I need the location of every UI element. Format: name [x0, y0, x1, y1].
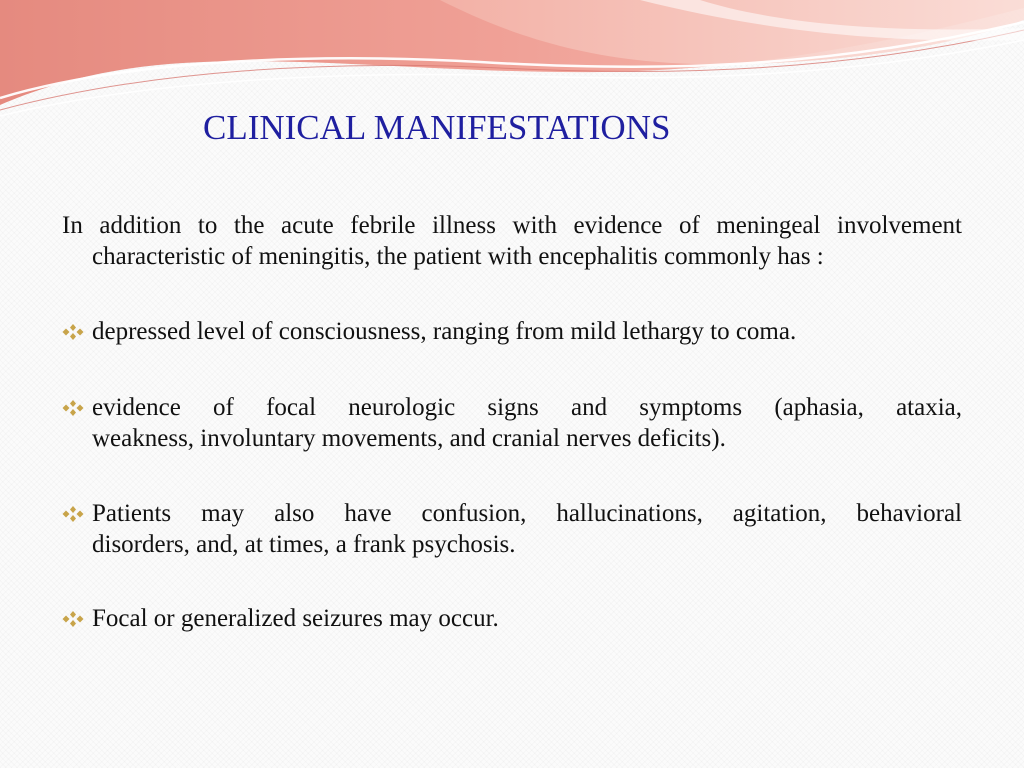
bullet-item	[62, 498, 962, 560]
slide-title: CLINICAL MANIFESTATIONS	[203, 108, 671, 147]
diamond-bullet-icon	[62, 323, 84, 341]
bullet-text	[92, 316, 962, 347]
bullet-item	[62, 392, 962, 454]
intro-line-2: characteristic of meningitis, the patient with encephalitis commonly has :	[92, 243, 824, 270]
bullet-item	[62, 316, 962, 347]
bullet-text	[92, 392, 962, 454]
diamond-bullet-icon	[62, 399, 84, 417]
intro-line-1: In addition to the acute febrile illness with evidence of meningeal involvement	[62, 212, 962, 239]
bullet-line: evidence of focal neurologic signs and symptoms (aphasia, ataxia,	[92, 394, 962, 421]
bullet-line: disorders, and, at times, a frank psychosis.	[92, 531, 516, 558]
bullet-text	[92, 498, 962, 560]
intro-paragraph	[62, 210, 962, 272]
bullet-text	[92, 603, 962, 634]
bullet-line: depressed level of consciousness, ranging from mild lethargy to coma.	[92, 318, 797, 345]
bullet-line: Patients may also have confusion, hallucinations, agitation, behavioral	[92, 500, 962, 527]
bullet-line: weakness, involuntary movements, and cranial nerves deficits).	[92, 425, 726, 452]
diamond-bullet-icon	[62, 505, 84, 523]
bullet-item	[62, 603, 962, 634]
bullet-line: Focal or generalized seizures may occur.	[92, 605, 499, 632]
diamond-bullet-icon	[62, 610, 84, 628]
